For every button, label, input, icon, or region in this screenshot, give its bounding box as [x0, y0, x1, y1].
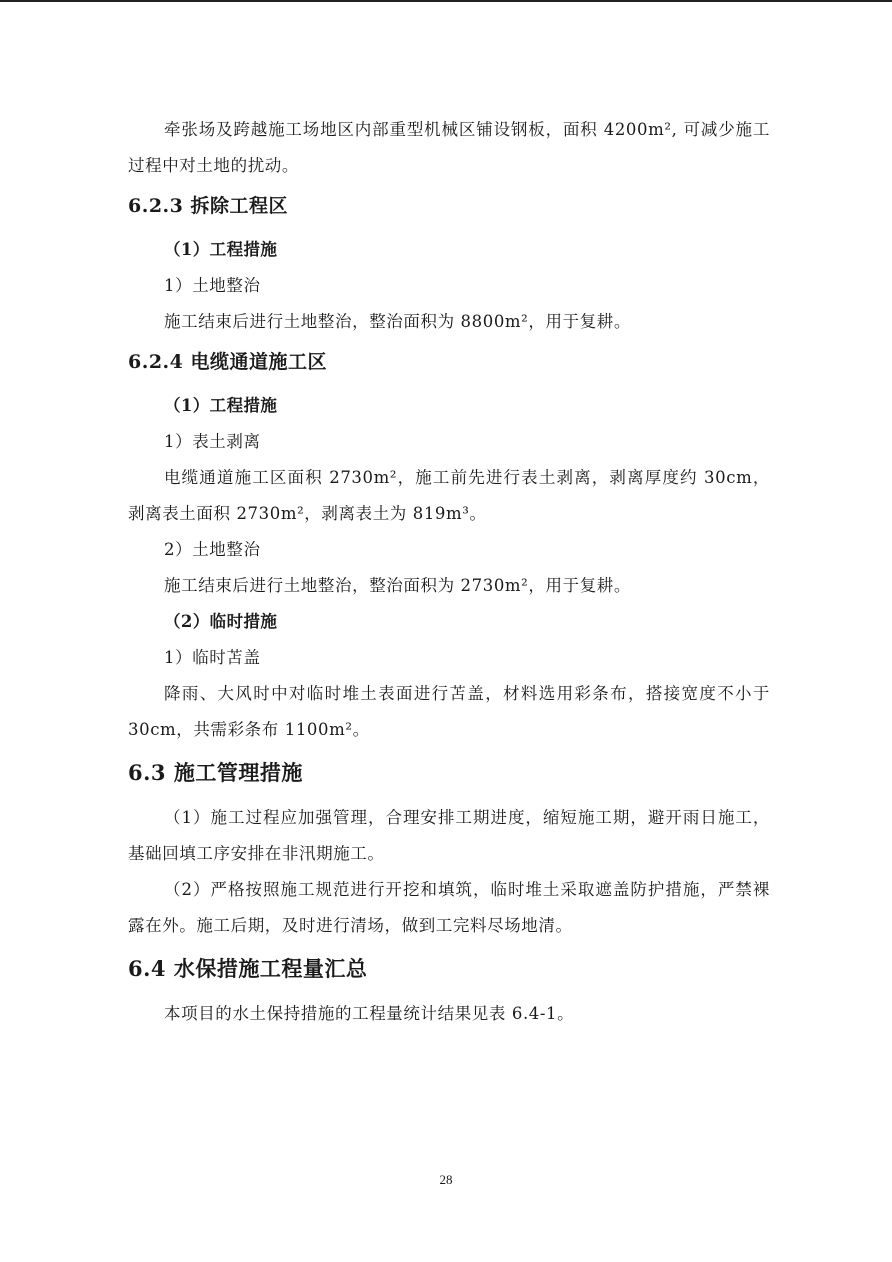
paragraph-land-remediation-2: 施工结束后进行土地整治，整治面积为 2730m²，用于复耕。 [164, 576, 631, 595]
subheading-engineering-measures: （1）工程措施 [164, 240, 278, 259]
item-topsoil-stripping: 1）表土剥离 [164, 432, 261, 451]
heading-6-2-3: 6.2.3 拆除工程区 [128, 195, 289, 217]
subheading-engineering-measures-2: （1）工程措施 [164, 396, 278, 415]
heading-6-2-4: 6.2.4 电缆通道施工区 [128, 351, 328, 373]
item-land-remediation: 1）土地整治 [164, 276, 261, 295]
top-border-line [0, 0, 892, 2]
page-number: 28 [439, 1172, 453, 1187]
heading-6-3: 6.3 施工管理措施 [128, 760, 303, 785]
document-body [128, 112, 770, 1032]
item-temporary-cover: 1）临时苫盖 [164, 648, 261, 667]
paragraph-management-2: （2）严格按照施工规范进行开挖和填筑，临时堆土采取遮盖防护措施，严禁裸露在外。施工后期，及时进行清场，做到工完料尽场地清。 [128, 880, 770, 935]
paragraph-temporary-cover: 降雨、大风时中对临时堆土表面进行苫盖，材料选用彩条布，搭接宽度不小于30cm，共需彩条布 1100m²。 [128, 684, 770, 739]
heading-6-4: 6.4 水保措施工程量汇总 [128, 956, 368, 981]
paragraph-summary: 本项目的水土保持措施的工程量统计结果见表 6.4-1。 [164, 1004, 575, 1023]
paragraph-management-1: （1）施工过程应加强管理，合理安排工期进度，缩短施工期，避开雨日施工，基础回填工序安排在非汛期施工。 [128, 808, 770, 863]
subheading-temporary-measures: （2）临时措施 [164, 612, 278, 631]
item-land-remediation-2: 2）土地整治 [164, 540, 261, 559]
paragraph-steel-plate: 牵张场及跨越施工场地区内部重型机械区铺设钢板，面积 4200m², 可减少施工过程中对土地的扰动。 [128, 120, 770, 175]
paragraph-topsoil-stripping: 电缆通道施工区面积 2730m²，施工前先进行表土剥离，剥离厚度约 30cm，剥离表土面积 2730m²，剥离表土为 819m³。 [128, 468, 770, 523]
paragraph-land-remediation: 施工结束后进行土地整治，整治面积为 8800m²，用于复耕。 [164, 312, 631, 331]
